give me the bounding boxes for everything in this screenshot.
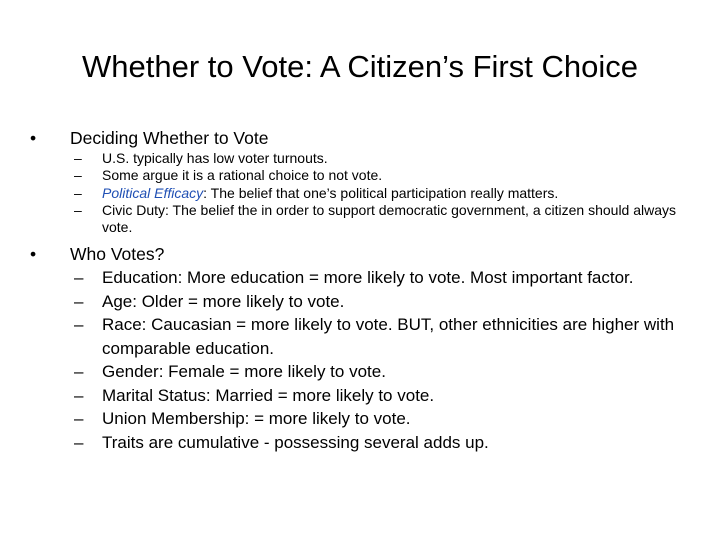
dash-icon: – [74, 201, 82, 218]
list-item [30, 360, 700, 384]
list-item [30, 167, 700, 184]
bullet-label: Deciding Whether to Vote [70, 128, 269, 148]
sub-list-deciding [30, 150, 700, 236]
bullet-label: Who Votes? [70, 244, 165, 265]
bullet-group-who-votes [30, 242, 700, 454]
list-item-text: U.S. typically has low voter turnouts. [102, 150, 328, 166]
bullet-who-votes [30, 242, 700, 266]
slide-content [30, 126, 700, 454]
dash-icon: – [74, 167, 82, 184]
bullet-dot-icon: • [30, 244, 37, 265]
dash-icon: – [74, 432, 84, 452]
sub-list-who-votes [30, 266, 700, 454]
list-item-text: Age: Older = more likely to vote. [102, 291, 345, 311]
dash-icon: – [74, 315, 84, 335]
list-item [30, 150, 700, 167]
term-political-efficacy: Political Efficacy [102, 184, 204, 201]
dash-icon: – [74, 291, 84, 311]
bullet-dot-icon: • [30, 128, 37, 148]
bullet-group-deciding [30, 126, 700, 236]
list-item-text: Gender: Female = more likely to vote. [102, 362, 386, 382]
dash-icon: – [74, 362, 84, 382]
dash-icon: – [74, 268, 84, 288]
list-item [30, 202, 700, 237]
list-item-text: Civic Duty: The belief the in order to support democratic government, a citizen should always vote. [102, 201, 677, 236]
list-item-text: Union Membership: = more likely to vote. [102, 409, 411, 429]
dash-icon: – [74, 385, 84, 405]
dash-icon: – [74, 184, 82, 201]
list-item [30, 384, 700, 408]
list-item [30, 185, 700, 202]
bullet-deciding [30, 126, 700, 150]
list-item-text: : The belief that one’s political participation really matters. [203, 184, 559, 201]
list-item-text: Race: Caucasian = more likely to vote. BUT, other ethnicities are higher with comparable education. [102, 315, 675, 358]
list-item [30, 407, 700, 431]
list-item [30, 290, 700, 314]
list-item [30, 266, 700, 290]
list-item-text: Marital Status: Married = more likely to vote. [102, 385, 435, 405]
dash-icon: – [74, 150, 82, 166]
list-item-text: Some argue it is a rational choice to not vote. [102, 167, 383, 184]
dash-icon: – [74, 409, 84, 429]
list-item [30, 431, 700, 455]
list-item-text: Traits are cumulative - possessing several adds up. [102, 432, 489, 452]
list-item [30, 313, 700, 360]
slide-title: Whether to Vote: A Citizen’s First Choice [82, 49, 638, 84]
list-item-text: Education: More education = more likely to vote. Most important factor. [102, 268, 634, 288]
